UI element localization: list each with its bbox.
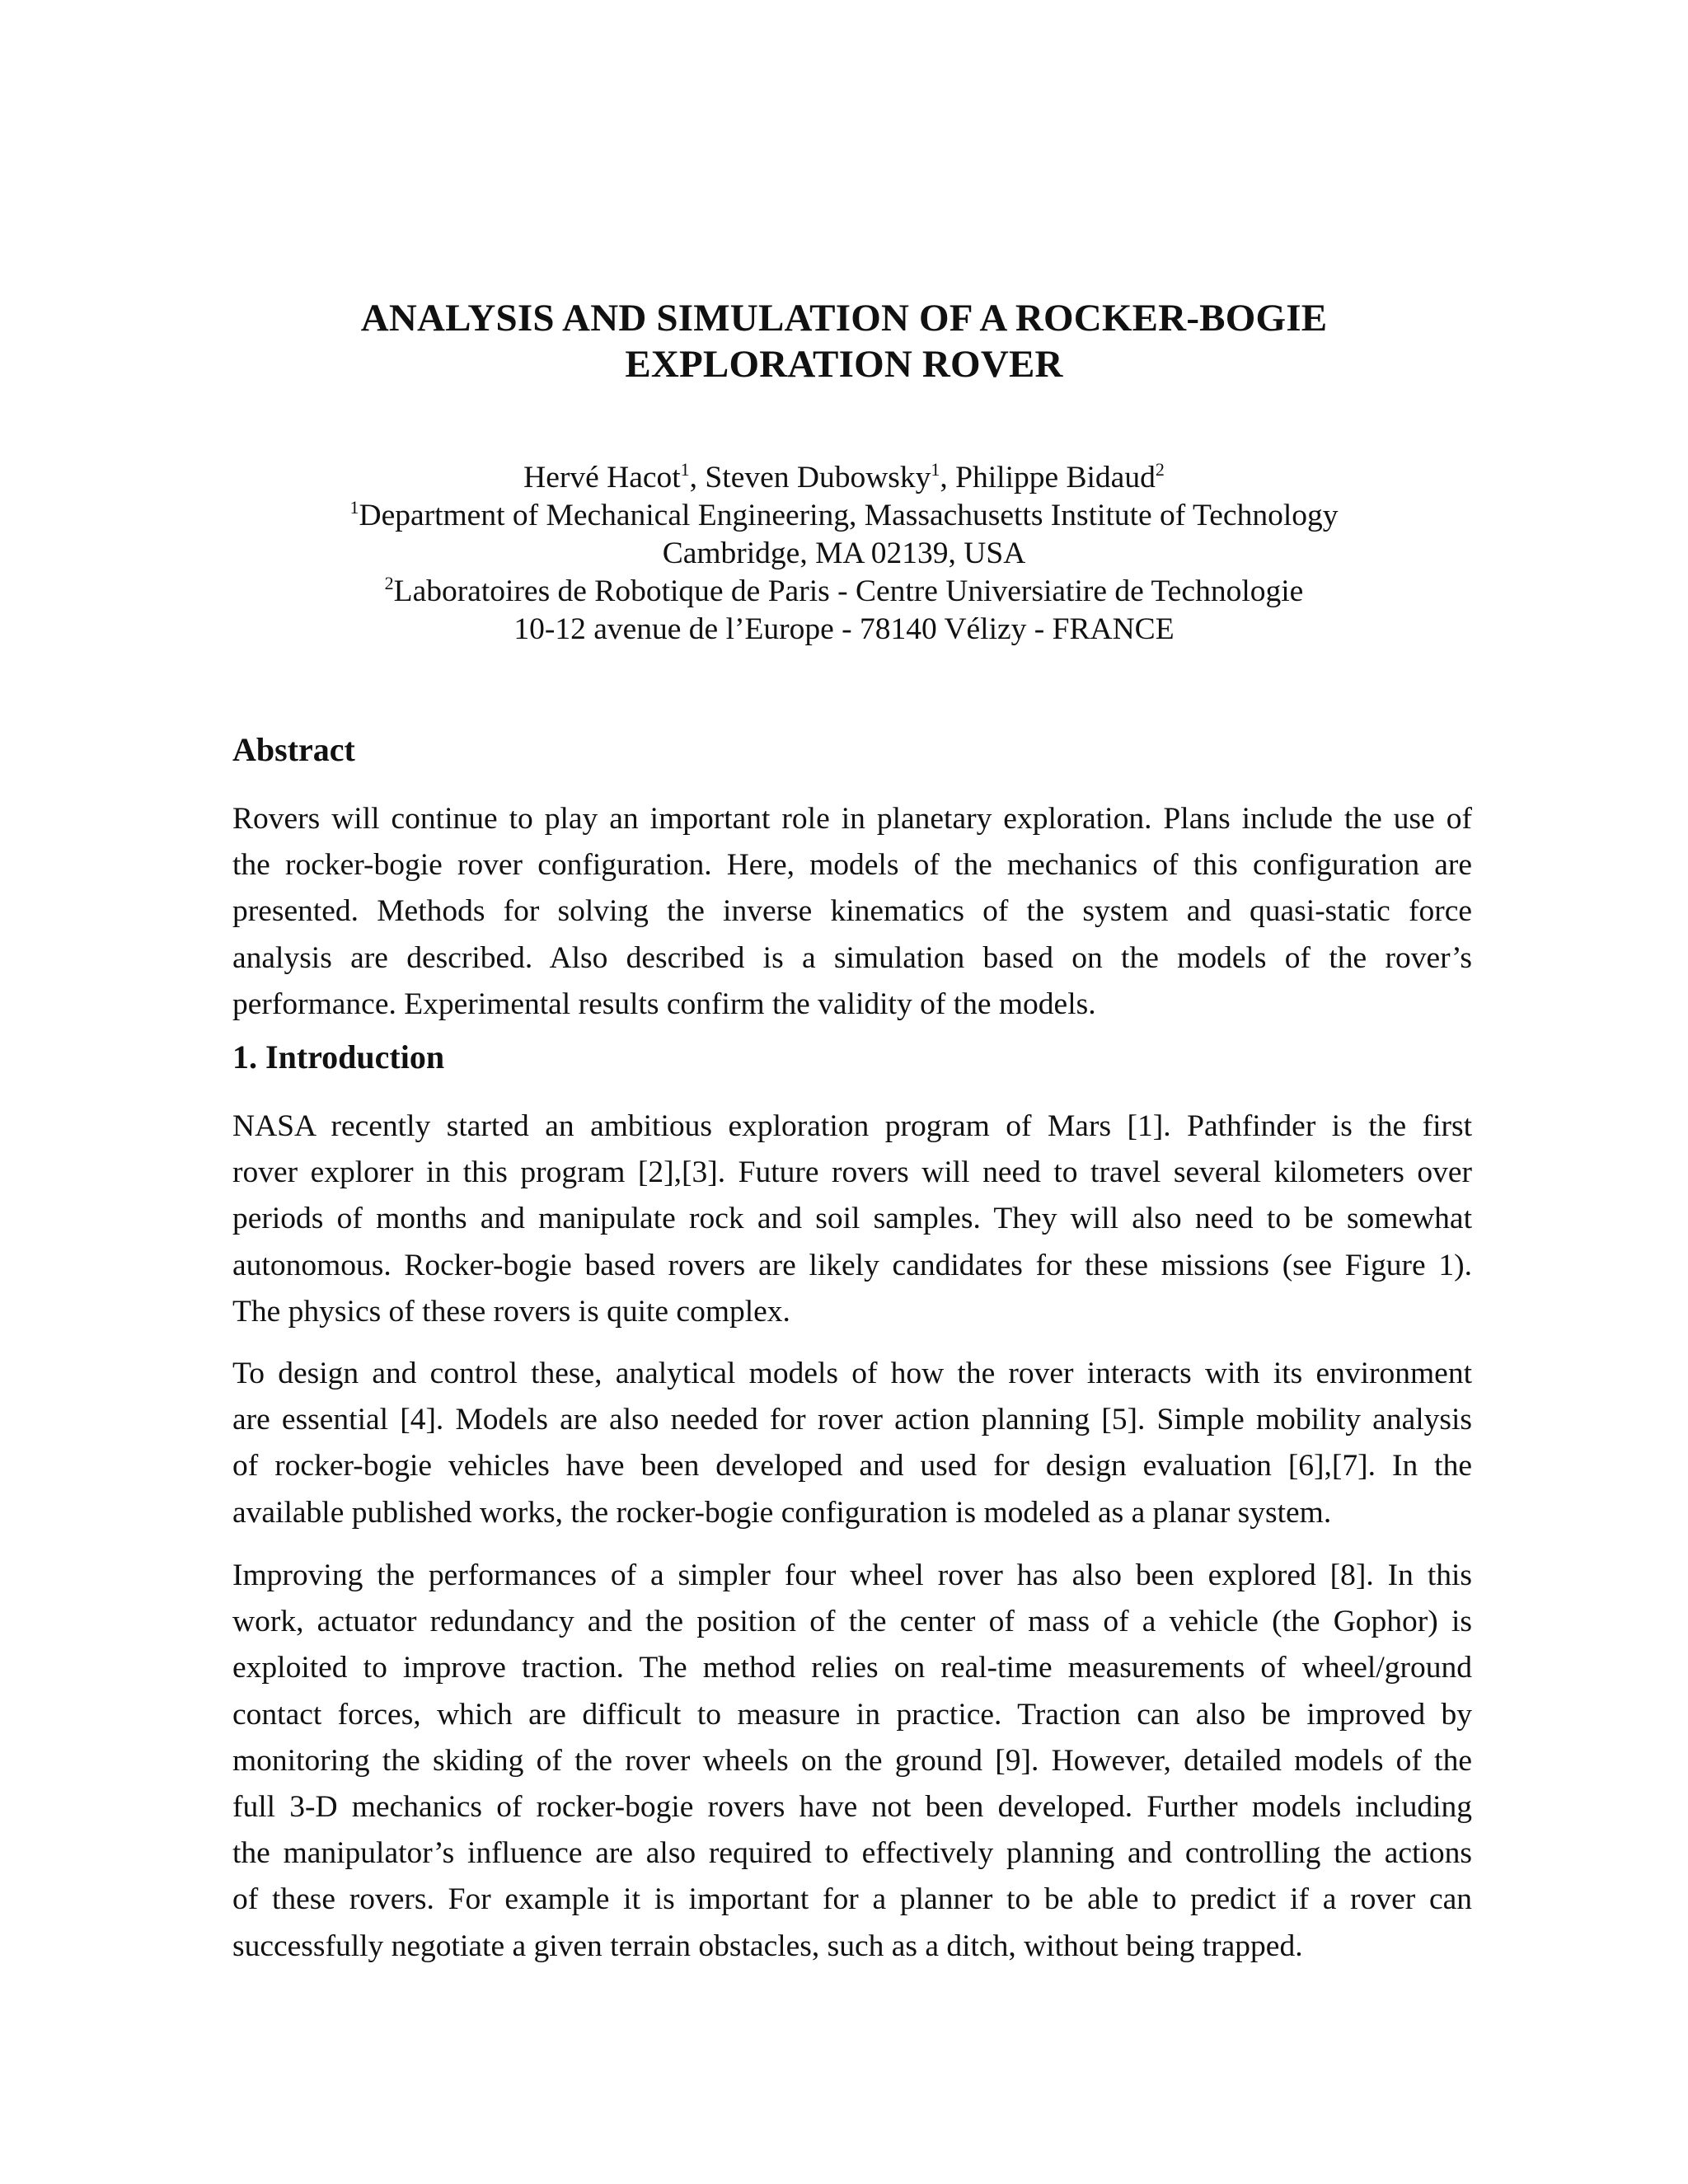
paper-title xyxy=(0,295,1688,387)
affiliation-marker: 1 xyxy=(931,459,940,480)
text-line: of rocker-bogie vehicles have been developed and used for design evaluation [6],[7]. In the xyxy=(232,1449,1472,1483)
affiliation-marker: 2 xyxy=(1155,459,1165,480)
intro-paragraph-1 xyxy=(232,1104,1472,1335)
text-line: autonomous. Rocker-bogie based rovers are likely candidates for these missions (see Figure 1). xyxy=(232,1248,1472,1282)
text-line: analysis are described. Also described is a simulation based on the models of the rover’s xyxy=(232,940,1472,975)
intro-paragraph-2 xyxy=(232,1351,1472,1536)
author-names xyxy=(0,459,1688,497)
text-line: periods of months and manipulate rock and soil samples. They will also need to be somewhat xyxy=(232,1202,1472,1236)
text-line: successfully negotiate a given terrain obstacles, such as a ditch, without being trapped. xyxy=(232,1929,1303,1963)
affiliation-marker: 2 xyxy=(384,573,394,593)
affiliation-marker: 1 xyxy=(349,497,359,518)
author-name: Hervé Hacot xyxy=(523,461,681,494)
text-line: the manipulator’s influence are also required to effectively planning and controlling the actions xyxy=(232,1836,1472,1871)
author-block xyxy=(0,459,1688,649)
title-line-1: ANALYSIS AND SIMULATION OF A ROCKER-BOGIE xyxy=(360,297,1328,340)
text-line: the rocker-bogie rover configuration. Here, models of the mechanics of this configuration are xyxy=(232,848,1472,883)
affiliation-1 xyxy=(0,497,1688,535)
text-line: contact forces, which are difficult to measure in practice. Traction can also be improved by xyxy=(232,1697,1472,1732)
text-line: rover explorer in this program [2],[3]. Future rovers will need to travel several kilometers over xyxy=(232,1155,1472,1190)
text-line: The physics of these rovers is quite complex. xyxy=(232,1294,790,1329)
affiliation-marker: 1 xyxy=(680,459,690,480)
affiliation-2-address: 10-12 avenue de l’Europe - 78140 Vélizy - FRANCE xyxy=(513,612,1175,646)
affiliation-text: Department of Mechanical Engineering, Massachusetts Institute of Technology xyxy=(359,499,1339,532)
text-line: monitoring the skiding of the rover wheels on the ground [9]. However, detailed models of the xyxy=(232,1743,1472,1778)
author-name: , Philippe Bidaud xyxy=(940,461,1156,494)
text-line: of these rovers. For example it is important for a planner to be able to predict if a rover can xyxy=(232,1882,1472,1917)
text-line: work, actuator redundancy and the position of the center of mass of a vehicle (the Gophor) is xyxy=(232,1605,1472,1639)
text-line: To design and control these, analytical models of how the rover interacts with its environment xyxy=(232,1357,1472,1390)
author-name: , Steven Dubowsky xyxy=(689,461,931,494)
text-line: NASA recently started an ambitious exploration program of Mars [1]. Pathfinder is the first xyxy=(232,1109,1472,1143)
abstract-paragraph xyxy=(232,796,1472,1028)
text-line: available published works, the rocker-bogie configuration is modeled as a planar system. xyxy=(232,1495,1332,1530)
text-line: performance. Experimental results confirm the validity of the models. xyxy=(232,987,1096,1021)
affiliation-text: Laboratoires de Robotique de Paris - Centre Universiatire de Technologie xyxy=(393,574,1304,608)
abstract-heading: Abstract xyxy=(232,731,355,768)
text-line: presented. Methods for solving the inverse kinematics of the system and quasi-static force xyxy=(232,894,1472,929)
text-line: Improving the performances of a simpler four wheel rover has also been explored [8]. In this xyxy=(232,1558,1472,1592)
introduction-heading: 1. Introduction xyxy=(232,1038,445,1076)
title-line-2: EXPLORATION ROVER xyxy=(625,343,1063,386)
affiliation-2 xyxy=(0,573,1688,611)
text-line: are essential [4]. Models are also needed for rover action planning [5]. Simple mobility analysis xyxy=(232,1403,1472,1437)
text-line: full 3-D mechanics of rocker-bogie rovers have not been developed. Further models including xyxy=(232,1790,1472,1825)
text-line: exploited to improve traction. The method relies on real-time measurements of wheel/ground xyxy=(232,1651,1472,1685)
affiliation-1-address: Cambridge, MA 02139, USA xyxy=(662,537,1026,570)
intro-paragraph-3 xyxy=(232,1553,1472,1970)
text-line: Rovers will continue to play an important role in planetary exploration. Plans include the use of xyxy=(232,802,1472,836)
